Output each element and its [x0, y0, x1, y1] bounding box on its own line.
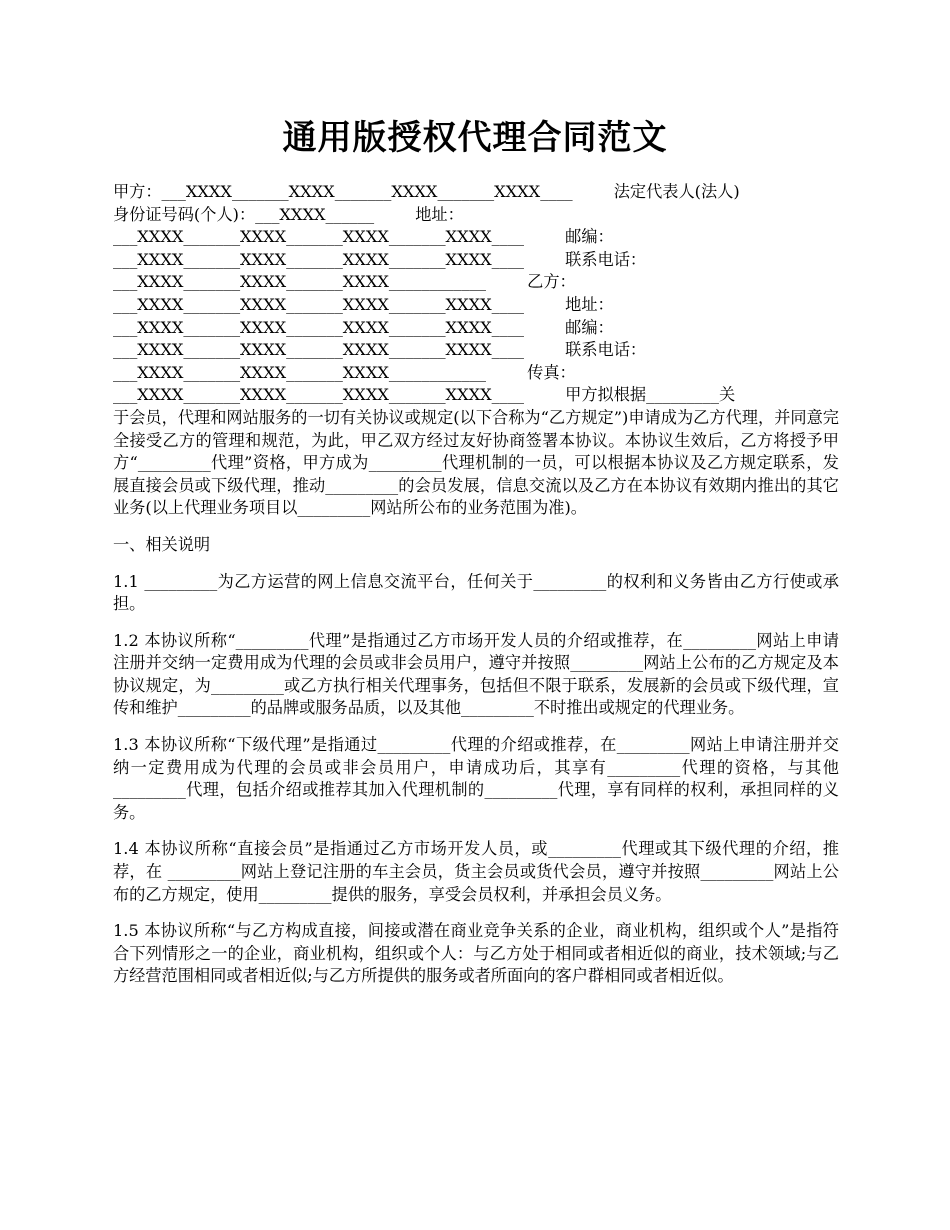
document-title: 通用版授权代理合同范文	[282, 118, 668, 158]
header-line: ___XXXX_______XXXX_______XXXX_______XXXX____ 甲方拟根据_________关	[113, 385, 736, 405]
intro-paragraph: 于会员，代理和网站服务的一切有关协议或规定(以下合称为“乙方规定”)申请成为乙方代理，并同意完全接受乙方的管理和规范，为此，甲乙双方经过友好协商签署本协议。本协议生效后，乙方将授予甲方“_________代理”资格，甲方成为_________代理机制的一员，可以根据本协议及乙方规定联系，发展直接会员或下级代理，推动_________的会员发展，信息交流以及乙方在本协议有效期内推出的其它业务(以上代理业务项目以_________网站所公布的业务范围为准)。	[113, 407, 839, 518]
header-line: ___XXXX_______XXXX_______XXXX_______XXXX____ 邮编：	[113, 317, 614, 337]
document-body	[113, 181, 839, 988]
clause-1-2: 1.2 本协议所称“_________代理”是指通过乙方市场开发人员的介绍或推荐，在_________网站上申请注册并交纳一定费用成为代理的会员或非会员用户，遵守并按照_________网站上公布的乙方规定及本协议规定，为_________或乙方执行相关代理事务，包括但不限于联系，发展新的会员或下级代理，宣传和维护_________的品牌或服务品质，以及其他_________不时推出或规定的代理业务。	[113, 630, 839, 718]
header-line: ___XXXX_______XXXX_______XXXX_______XXXX____ 地址：	[113, 294, 614, 314]
clause-1-4: 1.4 本协议所称“直接会员”是指通过乙方市场开发人员，或_________代理或其下级代理的介绍，推荐，在 _________网站上登记注册的车主会员，货主会员或货代会员，遵守并按照_________网站上公布的乙方规定，使用_________提供的服务，享受会员权利，并承担会员义务。	[113, 839, 839, 904]
header-line: ___XXXX_______XXXX_______XXXX____________ 传真：	[113, 362, 576, 382]
header-line: 甲方：___XXXX_______XXXX_______XXXX_______XXXX____ 法定代表人(法人)	[113, 182, 740, 201]
header-line: ___XXXX_______XXXX_______XXXX_______XXXX____ 联系电话：	[113, 340, 647, 360]
clause-1-5: 1.5 本协议所称“与乙方构成直接，间接或潜在商业竞争关系的企业，商业机构，组织或个人”是指符合下列情形之一的企业，商业机构，组织或个人：与乙方处于相同或者相近似的商业，技术领域;与乙方经营范围相同或者相近似;与乙方所提供的服务或者所面向的客户群相同或者相近似。	[113, 921, 839, 986]
header-line: ___XXXX_______XXXX_______XXXX_______XXXX____ 邮编：	[113, 227, 614, 247]
section-heading: 一、相关说明	[113, 534, 211, 554]
header-line: ___XXXX_______XXXX_______XXXX_______XXXX____ 联系电话：	[113, 249, 647, 269]
header-line: ___XXXX_______XXXX_______XXXX____________ 乙方：	[113, 272, 576, 292]
clause-1-1: 1.1 _________为乙方运营的网上信息交流平台，任何关于_________的权利和义务皆由乙方行使或承担。	[113, 571, 839, 614]
clause-1-3: 1.3 本协议所称“下级代理”是指通过_________代理的介绍或推荐，在_________网站上申请注册并交纳一定费用成为代理的会员或非会员用户，申请成功后，其享有_________代理的资格，与其他_________代理，包括介绍或推荐其加入代理机制的_________代理，享有同样的权利，承担同样的义务。	[113, 735, 839, 822]
header-line: 身份证号码(个人)：___XXXX______ 地址：	[113, 204, 464, 224]
